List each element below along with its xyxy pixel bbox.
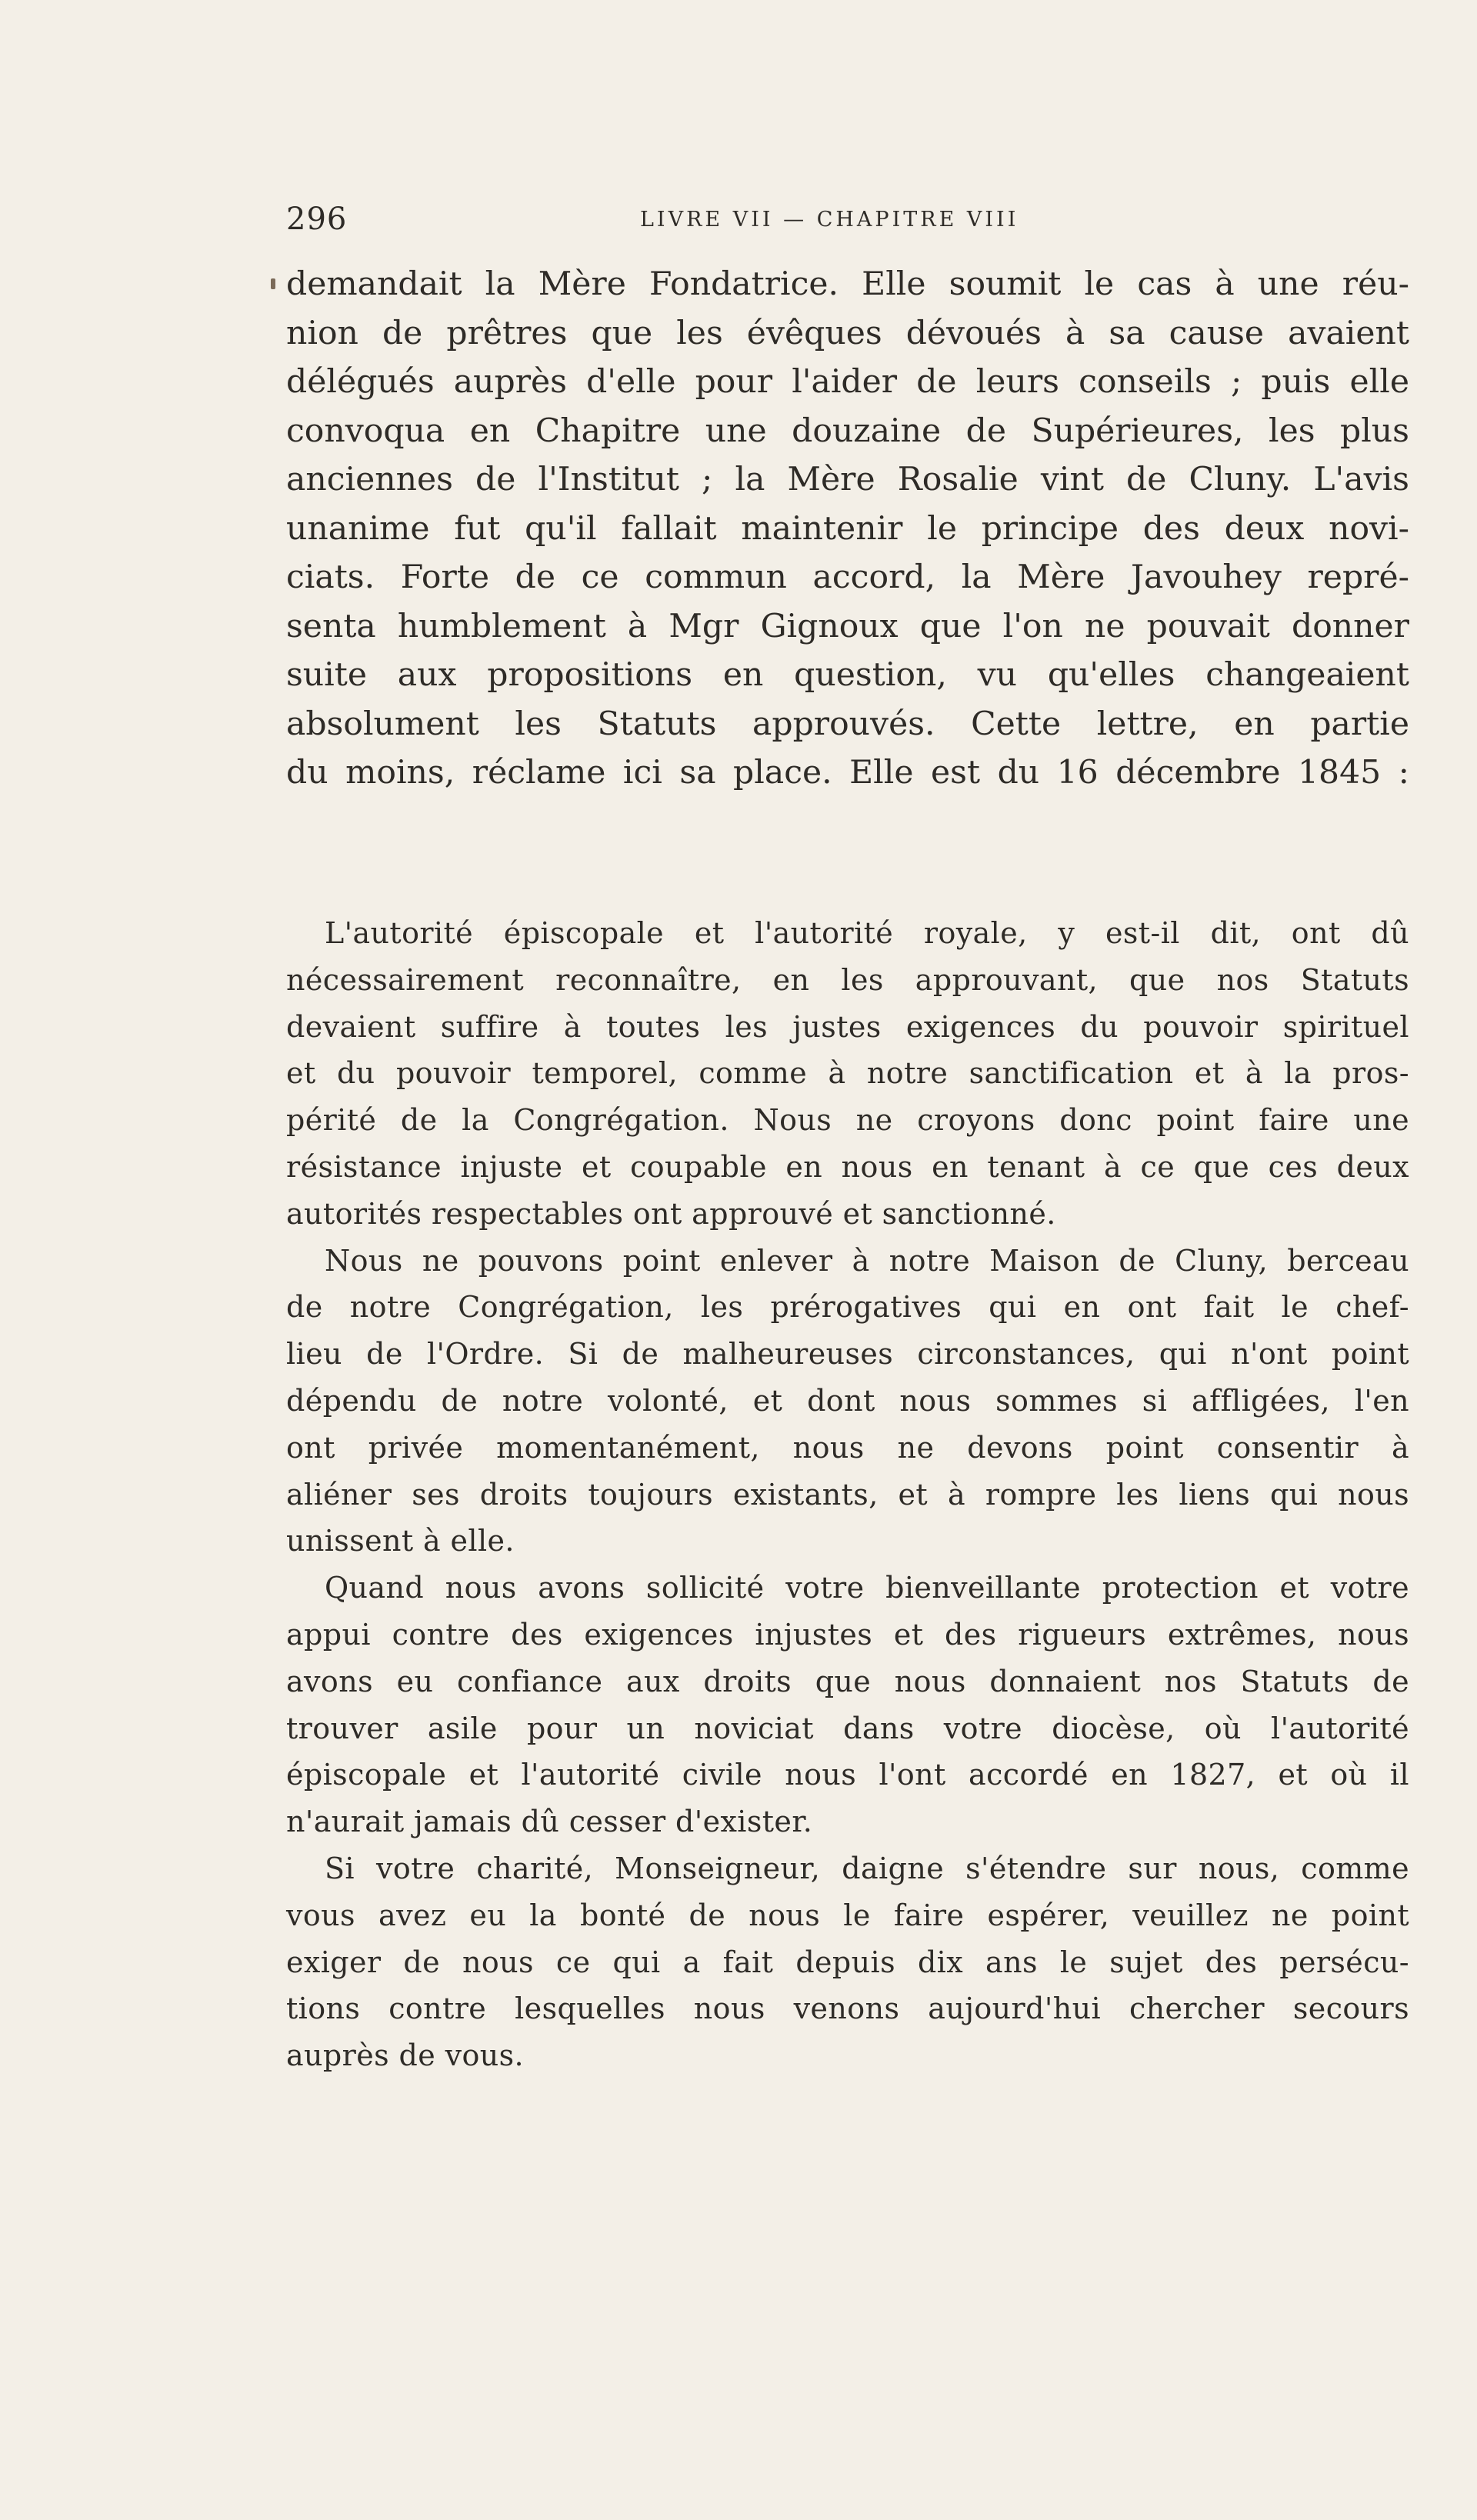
letter-line: ont privée momentanément, nous ne devons point consentir à [286, 1430, 1409, 1465]
letter-line: Quand nous avons sollicité votre bienveillante protection et votre [325, 1571, 1409, 1605]
quoted-letter [286, 910, 1409, 2079]
letter-line: vous avez eu la bonté de nous le faire espérer, veuillez ne point [286, 1898, 1409, 1932]
text-line: nion de prêtres que les évêques dévoués à sa cause avaient [286, 314, 1409, 352]
letter-line: résistance injuste et coupable en nous en tenant à ce que ces deux [286, 1149, 1409, 1184]
letter-line: appui contre des exigences injustes et des rigueurs extrêmes, nous [286, 1617, 1409, 1652]
ink-mark [271, 278, 275, 289]
letter-line: n'aurait jamais dû cesser d'exister. [286, 1805, 813, 1839]
letter-line: trouver asile pour un noviciat dans votre diocèse, où l'autorité [286, 1711, 1409, 1745]
text-line: demandait la Mère Fondatrice. Elle soumit le cas à une réu- [286, 265, 1409, 303]
narrative-paragraph [286, 260, 1409, 798]
text-line: absolument les Statuts approuvés. Cette lettre, en partie [286, 705, 1409, 743]
page-number: 296 [286, 202, 348, 237]
letter-line: Nous ne pouvons point enlever à notre Maison de Cluny, berceau [325, 1243, 1409, 1278]
letter-line: dépendu de notre volonté, et dont nous sommes si affligées, l'en [286, 1383, 1409, 1418]
letter-line: périté de la Congrégation. Nous ne croyons donc point faire une [286, 1103, 1409, 1138]
text-line: suite aux propositions en question, vu qu'elles changeaient [286, 656, 1409, 694]
letter-line: nécessairement reconnaître, en les approuvant, que nos Statuts [286, 962, 1409, 997]
letter-line: et du pouvoir temporel, comme à notre sanctification et à la pros- [286, 1056, 1409, 1091]
letter-line: autorités respectables ont approuvé et sanctionné. [286, 1196, 1056, 1231]
text-line: ciats. Forte de ce commun accord, la Mère Javouhey repré- [286, 558, 1409, 596]
letter-line: L'autorité épiscopale et l'autorité royale, y est-il dit, ont dû [325, 916, 1409, 950]
letter-line: avons eu confiance aux droits que nous donnaient nos Statuts de [286, 1664, 1409, 1698]
text-line: du moins, réclame ici sa place. Elle est du 16 décembre 1845 : [286, 754, 1409, 792]
letter-line: devaient suffire à toutes les justes exigences du pouvoir spirituel [286, 1009, 1409, 1044]
page-header [286, 202, 1415, 238]
letter-line: exiger de nous ce qui a fait depuis dix ans le sujet des persécu- [286, 1945, 1409, 1979]
letter-line: Si votre charité, Monseigneur, daigne s'étendre sur nous, comme [325, 1851, 1409, 1885]
text-line: convoqua en Chapitre une douzaine de Supérieures, les plus [286, 412, 1409, 450]
running-head: LIVRE VII — CHAPITRE VIII [640, 208, 1019, 232]
letter-line: aliéner ses droits toujours existants, et à rompre les liens qui nous [286, 1477, 1409, 1512]
letter-line: tions contre lesquelles nous venons aujourd'hui chercher secours [286, 1992, 1409, 2026]
text-line: anciennes de l'Institut ; la Mère Rosalie vint de Cluny. L'avis [286, 461, 1409, 498]
letter-line: de notre Congrégation, les prérogatives qui en ont fait le chef- [286, 1290, 1409, 1325]
text-line: senta humblement à Mgr Gignoux que l'on ne pouvait donner [286, 607, 1409, 645]
letter-line: unissent à elle. [286, 1524, 515, 1558]
text-line: délégués auprès d'elle pour l'aider de leurs conseils ; puis elle [286, 363, 1409, 401]
text-line: unanime fut qu'il fallait maintenir le principe des deux novi- [286, 509, 1409, 548]
letter-line: épiscopale et l'autorité civile nous l'ont accordé en 1827, et où il [286, 1758, 1409, 1792]
letter-line: auprès de vous. [286, 2038, 524, 2073]
letter-line: lieu de l'Ordre. Si de malheureuses circonstances, qui n'ont point [286, 1337, 1409, 1372]
